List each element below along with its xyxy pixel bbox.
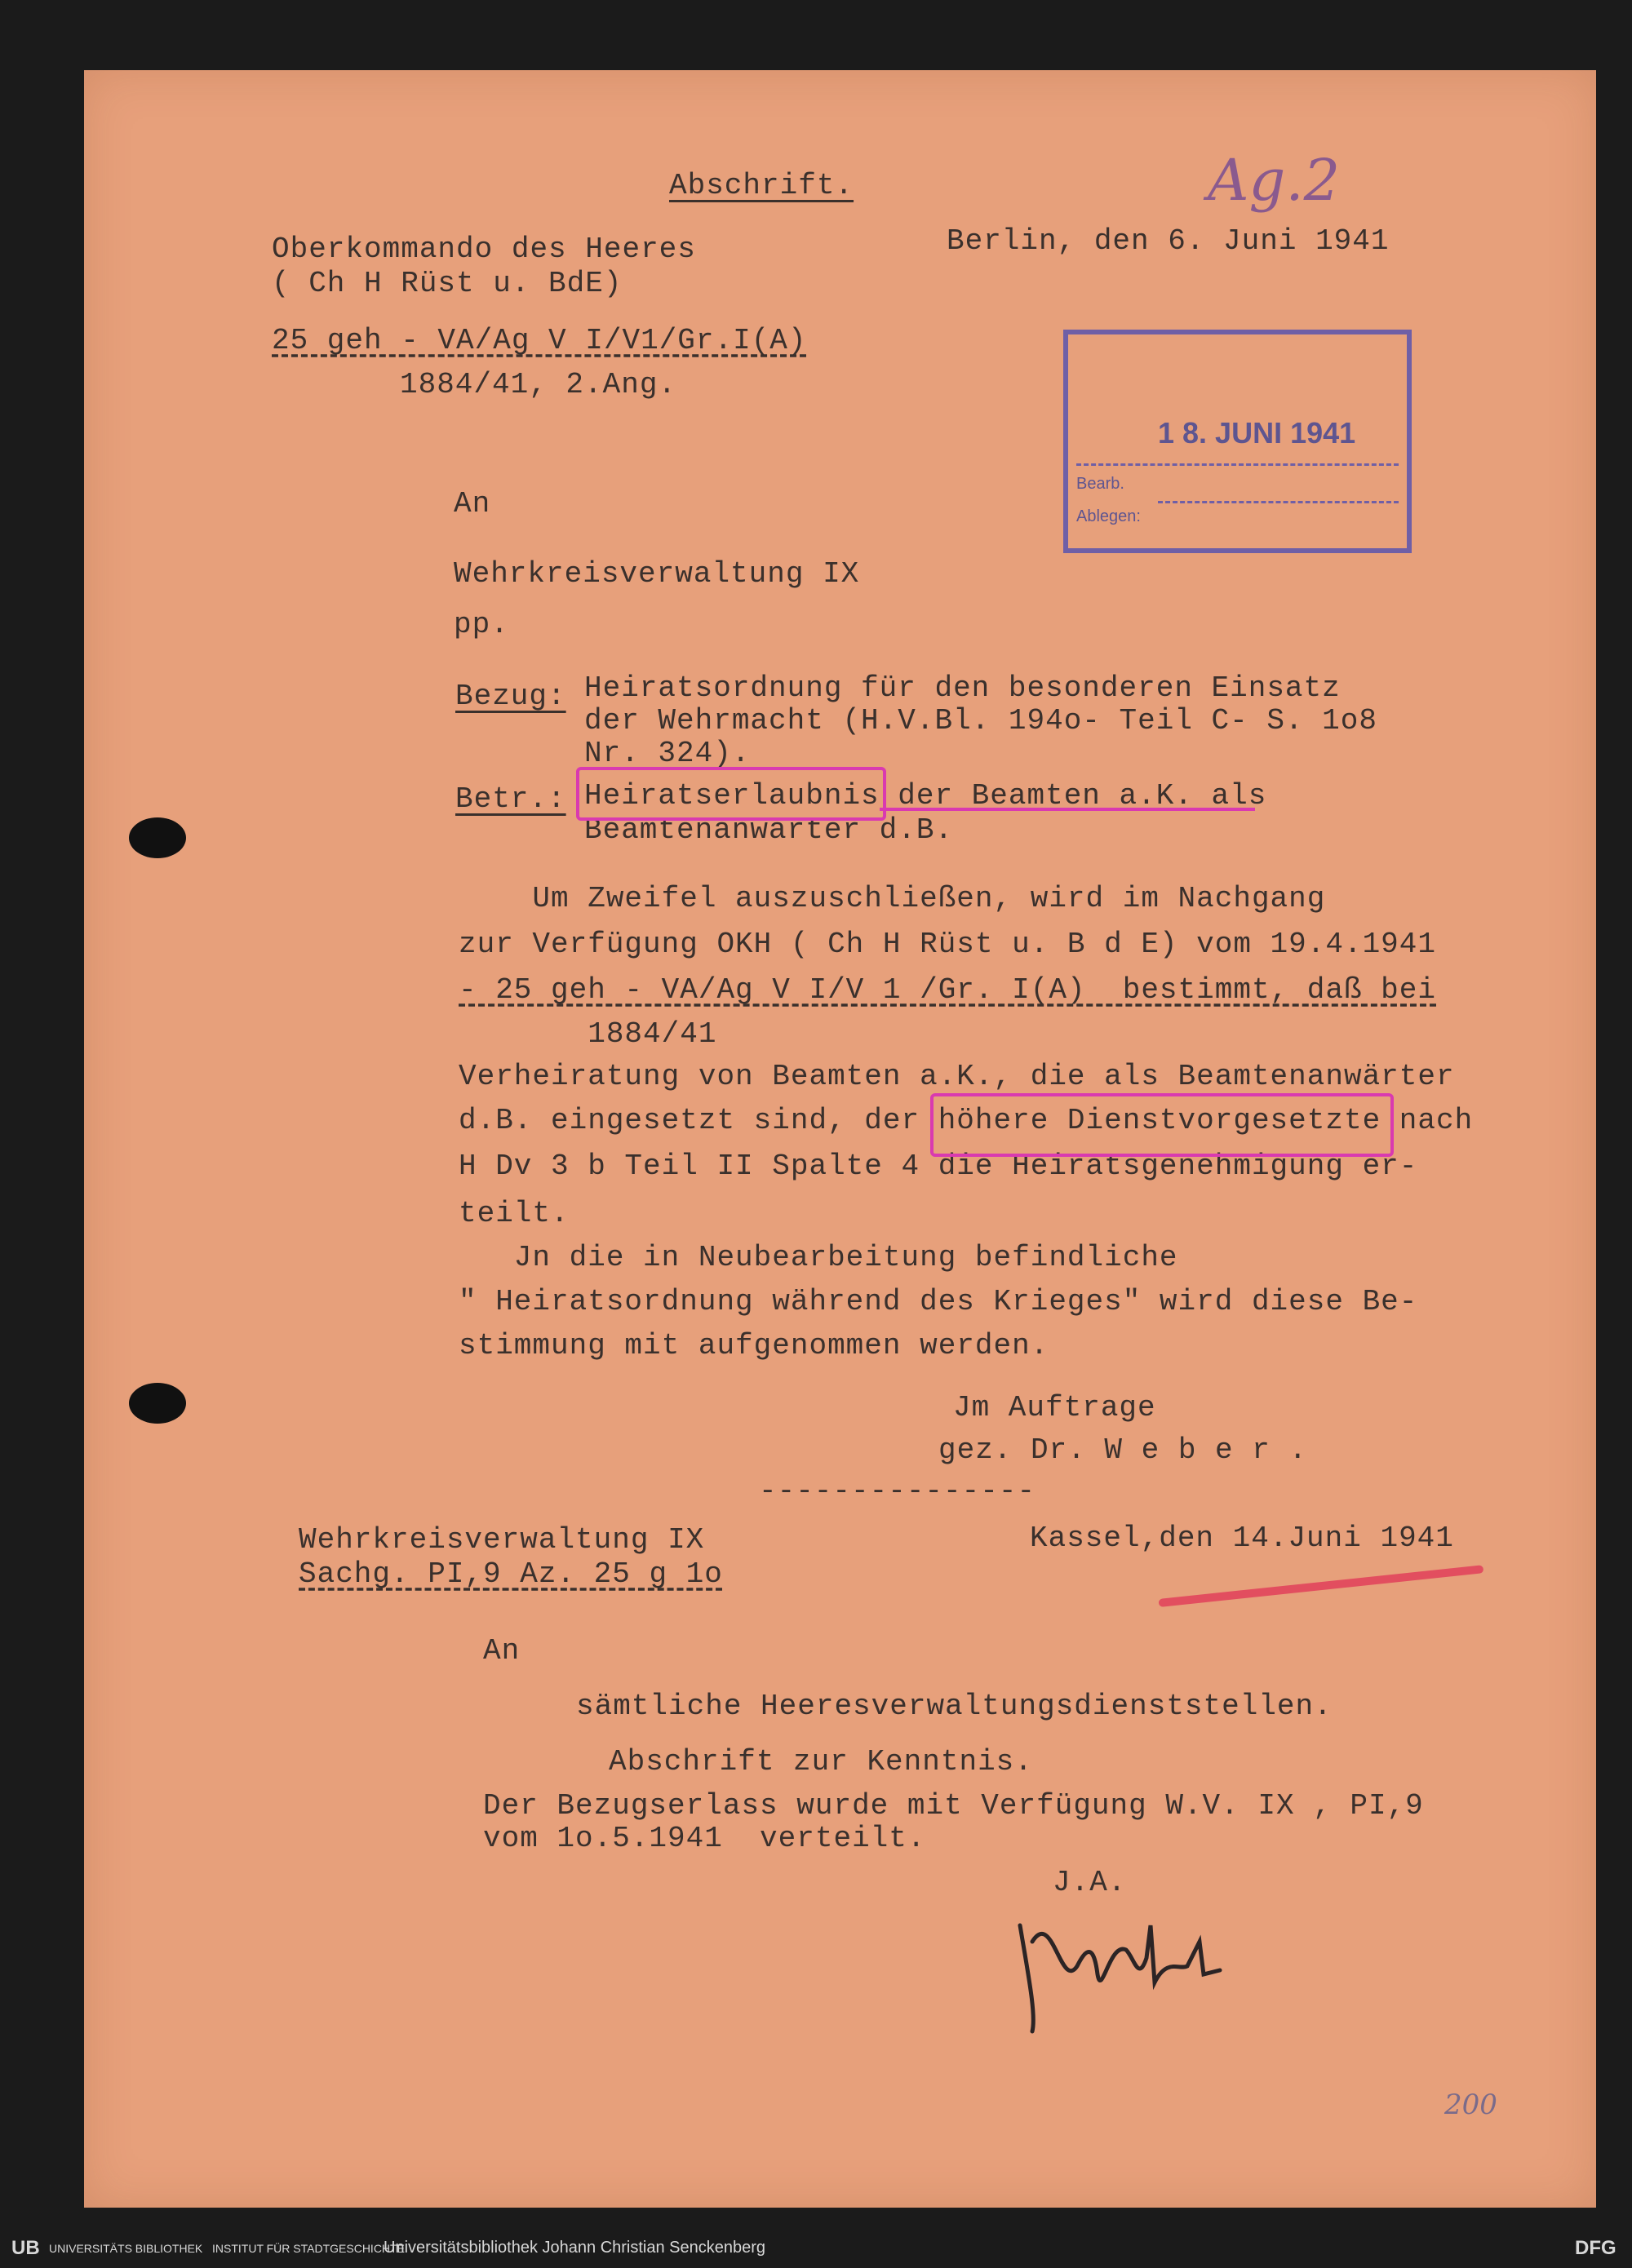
footer-library-name: Universitätsbibliothek Johann Christian Senckenberg bbox=[384, 2239, 766, 2257]
body-line-6: d.B. eingesetzt sind, der höhere Dienstvorgesetzte nach bbox=[459, 1104, 1474, 1137]
handwritten-signature bbox=[1004, 1893, 1232, 2048]
page-number: 200 bbox=[1444, 2089, 1497, 2121]
body-line-2: zur Verfügung OKH ( Ch H Rüst u. B d E) vom 19.4.1941 bbox=[459, 928, 1436, 961]
separator-line: --------------- bbox=[759, 1474, 1036, 1508]
betr-line2: Beamtenanwärter d.B. bbox=[584, 813, 954, 847]
body-line-3: - 25 geh - VA/Ag V I/V 1 /Gr. I(A) bestimmt, daß bei bbox=[459, 973, 1436, 1007]
note-verteilt: vom 1o.5.1941 verteilt. bbox=[483, 1822, 926, 1855]
stamp-label-bearb: Bearb. bbox=[1076, 475, 1124, 493]
body-line-8: teilt. bbox=[459, 1197, 570, 1230]
closing-auftrage: Jm Auftrage bbox=[953, 1391, 1156, 1424]
sender2: Wehrkreisverwaltung IX bbox=[299, 1523, 705, 1557]
punch-hole-top bbox=[129, 817, 186, 858]
bezug-line1: Heiratsordnung für den besonderen Einsatz bbox=[584, 671, 1341, 705]
recipient2: sämtliche Heeresverwaltungsdienststellen. bbox=[576, 1690, 1333, 1723]
ja-label: J.A. bbox=[1053, 1866, 1127, 1899]
highlight-hoehere-dienstvorgesetzte bbox=[930, 1093, 1394, 1157]
ub-logo-text: UNIVERSITÄTS BIBLIOTHEK bbox=[49, 2242, 203, 2255]
body-line-5: Verheiratung von Beamten a.K., die als Beamtenanwärter bbox=[459, 1060, 1455, 1093]
place-date2: Kassel,den 14.Juni 1941 bbox=[1030, 1522, 1454, 1555]
note-kenntnis: Abschrift zur Kenntnis. bbox=[609, 1745, 1033, 1779]
place-date: Berlin, den 6. Juni 1941 bbox=[947, 224, 1390, 258]
note-bezugserlass: Der Bezugserlass wurde mit Verfügung W.V. IX , PI,9 bbox=[483, 1789, 1424, 1823]
sender2-reference: Sachg. PI,9 Az. 25 g 1o bbox=[299, 1557, 723, 1591]
body-line-1: Um Zweifel auszuschließen, wird im Nachgang bbox=[459, 882, 1326, 915]
bezug-line2: der Wehrmacht (H.V.Bl. 194o- Teil C- S. 1o8 bbox=[584, 704, 1377, 738]
stamp-label-ablegen: Ablegen: bbox=[1076, 507, 1141, 525]
betr-label: Betr.: bbox=[455, 782, 566, 816]
dfg-logo: DFG bbox=[1575, 2237, 1616, 2259]
punch-hole-bottom bbox=[129, 1383, 186, 1424]
recipient: Wehrkreisverwaltung IX bbox=[454, 557, 860, 591]
an-label: An bbox=[454, 487, 491, 520]
reference-line1: 25 geh - VA/Ag V I/V1/Gr.I(A) bbox=[272, 324, 807, 357]
body-line-9: Jn die in Neubearbeitung befindliche bbox=[459, 1241, 1178, 1274]
stamp-line bbox=[1158, 501, 1399, 503]
pp-text: pp. bbox=[454, 608, 509, 641]
ub-logo: UB bbox=[11, 2237, 40, 2259]
pencil-annotation-top: Ag.2 bbox=[1208, 147, 1341, 214]
an2-label: An bbox=[483, 1634, 521, 1668]
body-line-7: H Dv 3 b Teil II Spalte 4 die Heiratsgenehmigung er- bbox=[459, 1150, 1418, 1183]
document-title: Abschrift. bbox=[669, 169, 854, 202]
sender-line2: ( Ch H Rüst u. BdE) bbox=[272, 267, 623, 300]
body-line-10: " Heiratsordnung während des Krieges" wird diese Be- bbox=[459, 1285, 1418, 1318]
body-line-4: 1884/41 bbox=[459, 1017, 717, 1051]
betr-line1: Heiratserlaubnis der Beamten a.K. als bbox=[584, 779, 1267, 813]
body-line-11: stimmung mit aufgenommen werden. bbox=[459, 1329, 1049, 1362]
bezug-label: Bezug: bbox=[455, 680, 566, 713]
institute-logo-text: INSTITUT FÜR STADTGESCHICHTE bbox=[212, 2242, 405, 2255]
highlight-underline bbox=[880, 808, 1255, 811]
stamp-date: 1 8. JUNI 1941 bbox=[1158, 416, 1356, 450]
closing-signature-typed: gez. Dr. W e b e r . bbox=[938, 1433, 1308, 1467]
receipt-stamp bbox=[1063, 330, 1412, 553]
highlight-heiratserlaubnis bbox=[576, 767, 886, 821]
footer-bar bbox=[0, 2227, 1632, 2268]
stamp-line bbox=[1076, 463, 1399, 466]
bezug-line3: Nr. 324). bbox=[584, 737, 751, 770]
sender-line1: Oberkommando des Heeres bbox=[272, 233, 696, 266]
reference-line2: 1884/41, 2.Ang. bbox=[400, 368, 677, 401]
